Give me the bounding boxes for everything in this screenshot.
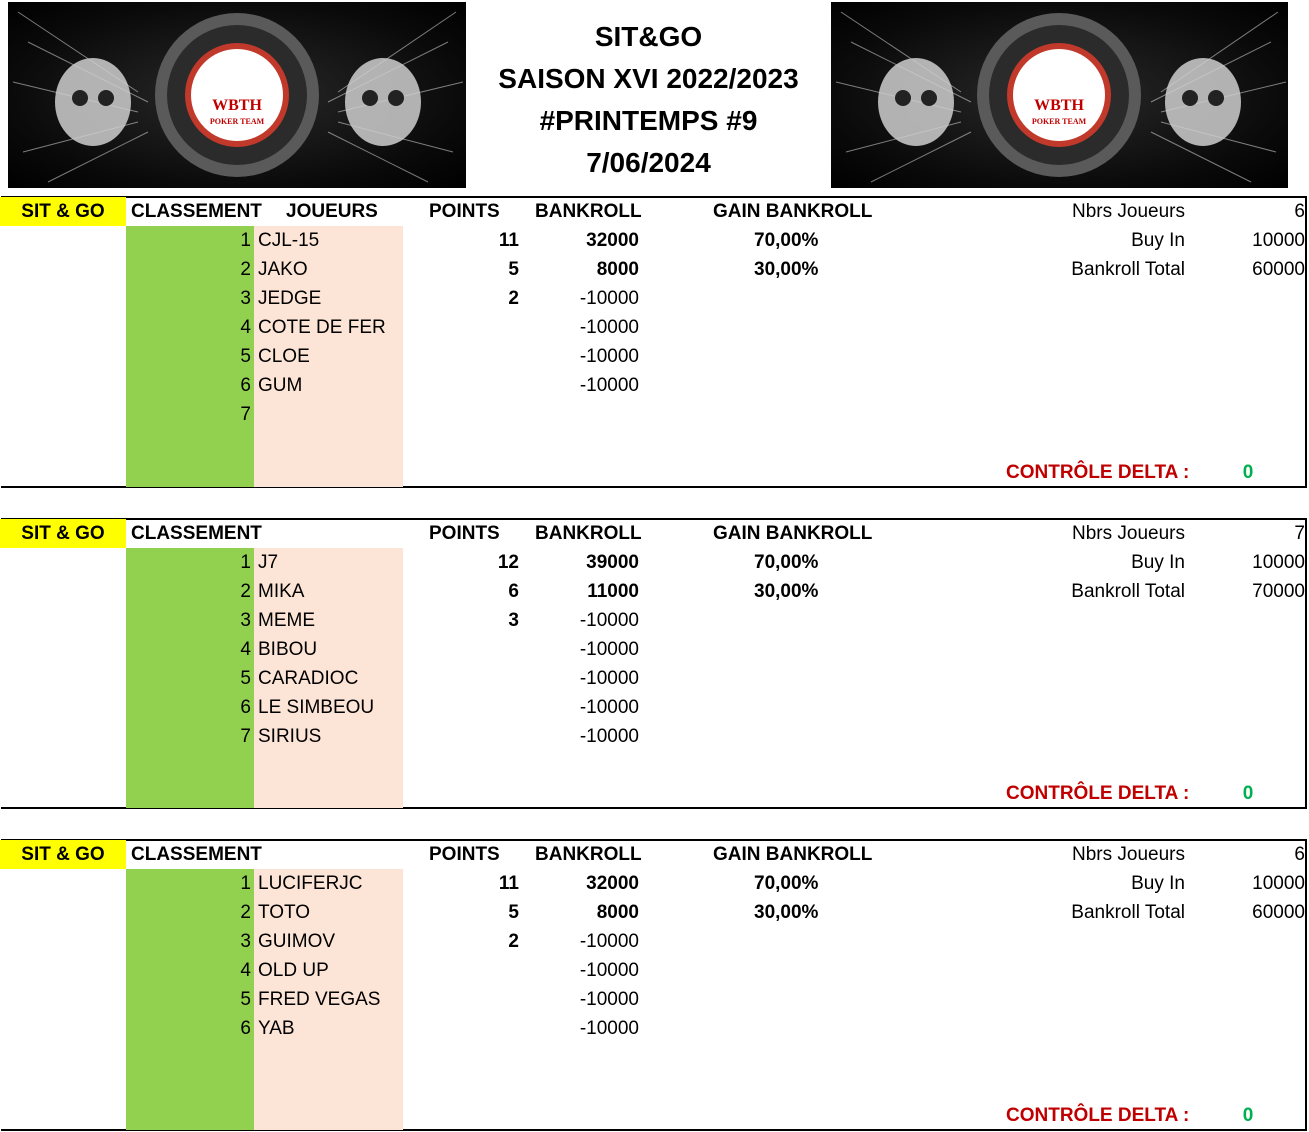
stat-value: 6	[1294, 844, 1305, 865]
bankroll-cell: -10000	[579, 610, 639, 631]
header-points: POINTS	[429, 844, 500, 865]
gain-cell: 70,00%	[754, 230, 819, 251]
rank-cell: 6	[240, 375, 251, 396]
svg-text:WBTH: WBTH	[1034, 97, 1084, 114]
stat-label: Buy In	[1131, 552, 1185, 573]
player-name-cell: GUIMOV	[258, 931, 336, 952]
bankroll-cell: 32000	[586, 230, 639, 251]
points-cell	[430, 342, 519, 371]
gain-cell: 30,00%	[754, 902, 819, 923]
bankroll-cell: -10000	[579, 989, 639, 1010]
points-cell	[430, 313, 519, 342]
points-cell	[430, 1014, 519, 1043]
gain-cell: 70,00%	[754, 552, 819, 573]
bankroll-cell: 11000	[587, 581, 639, 602]
delta-control-value: 0	[1242, 462, 1254, 483]
header-bankroll: BANKROLL	[535, 523, 642, 544]
header-bankroll: BANKROLL	[535, 844, 642, 865]
player-name-cell: JAKO	[258, 259, 308, 280]
stat-label: Buy In	[1131, 230, 1185, 251]
gain-cell: 30,00%	[754, 581, 819, 602]
bankroll-cell: 8000	[596, 259, 639, 280]
points-cell: 5	[508, 902, 519, 923]
stat-label: Bankroll Total	[1071, 902, 1185, 923]
bankroll-cell: -10000	[579, 288, 639, 309]
player-name-cell: GUM	[258, 375, 303, 396]
sitgo-section-3	[0, 839, 1309, 1132]
points-cell	[430, 635, 519, 664]
bankroll-cell: -10000	[579, 726, 639, 747]
player-name-cell: SIRIUS	[258, 726, 322, 747]
delta-control-label: CONTRÔLE DELTA :	[1006, 783, 1190, 804]
player-name-cell: MIKA	[258, 581, 305, 602]
points-cell	[430, 693, 519, 722]
delta-control-value: 0	[1242, 1105, 1254, 1126]
header-classement: CLASSEMENT	[131, 201, 262, 222]
player-name-cell: OLD UP	[258, 960, 329, 981]
sitgo-section-1	[0, 196, 1309, 489]
player-name-cell: J7	[258, 552, 279, 573]
header-gain-bankroll: GAIN BANKROLL	[713, 844, 873, 865]
player-name-cell: LE SIMBEOU	[258, 697, 375, 718]
header-gain-bankroll: GAIN BANKROLL	[713, 523, 873, 544]
gain-cell: 70,00%	[754, 873, 819, 894]
header-points: POINTS	[429, 201, 500, 222]
stat-label: Bankroll Total	[1071, 259, 1185, 280]
rank-cell: 3	[240, 610, 251, 631]
bankroll-cell	[530, 400, 639, 429]
points-cell	[430, 956, 519, 985]
rank-cell: 2	[240, 902, 251, 923]
bankroll-cell: -10000	[579, 697, 639, 718]
bankroll-cell: -10000	[579, 1018, 639, 1039]
delta-control-value: 0	[1242, 783, 1254, 804]
rank-cell: 5	[240, 346, 251, 367]
rank-cell: 5	[240, 989, 251, 1010]
header-classement: CLASSEMENT	[131, 523, 262, 544]
header-classement: CLASSEMENT	[131, 844, 262, 865]
sitgo-tag: SIT & GO	[0, 519, 126, 548]
wbth-logo-left	[8, 2, 466, 188]
player-name-cell: LUCIFERJC	[258, 873, 363, 894]
svg-text:POKER TEAM: POKER TEAM	[209, 117, 265, 126]
rank-cell: 2	[240, 581, 251, 602]
rank-cell: 1	[240, 873, 251, 894]
rank-cell: 1	[240, 552, 251, 573]
delta-control-label: CONTRÔLE DELTA :	[1006, 1105, 1190, 1126]
player-name-cell: CARADIOC	[258, 668, 359, 689]
bankroll-cell: 39000	[586, 552, 639, 573]
points-cell: 6	[508, 581, 519, 602]
bankroll-cell: -10000	[579, 960, 639, 981]
rank-cell: 7	[240, 404, 251, 425]
stat-value: 6	[1294, 201, 1305, 222]
bankroll-cell: -10000	[579, 931, 639, 952]
player-name-cell: CJL-15	[258, 230, 320, 251]
rank-cell: 3	[240, 288, 251, 309]
stat-value: 10000	[1252, 873, 1305, 894]
title-line-4: 7/06/2024	[586, 147, 711, 178]
title-line-1: SIT&GO	[594, 21, 703, 52]
points-cell: 11	[498, 230, 519, 251]
svg-text:WBTH: WBTH	[212, 97, 262, 114]
points-cell: 3	[508, 610, 519, 631]
player-name-cell: JEDGE	[258, 288, 322, 309]
title-line-2: SAISON XVI 2022/2023	[498, 63, 799, 94]
title-line-3: #PRINTEMPS #9	[539, 105, 758, 136]
header-bankroll: BANKROLL	[535, 201, 642, 222]
stat-value: 7	[1294, 523, 1305, 544]
bankroll-cell: -10000	[579, 346, 639, 367]
svg-text:POKER TEAM: POKER TEAM	[1031, 117, 1087, 126]
player-name-cell: FRED VEGAS	[258, 989, 381, 1010]
rank-cell: 3	[240, 931, 251, 952]
stat-label: Nbrs Joueurs	[1072, 844, 1185, 865]
rank-cell: 1	[240, 230, 251, 251]
stat-label: Nbrs Joueurs	[1072, 523, 1185, 544]
rank-cell: 5	[240, 668, 251, 689]
player-name-cell: BIBOU	[258, 639, 318, 660]
rank-cell: 4	[240, 960, 251, 981]
player-name-cell: COTE DE FER	[258, 317, 386, 338]
header-gain-bankroll: GAIN BANKROLL	[713, 201, 873, 222]
points-cell: 2	[508, 931, 519, 952]
rank-cell: 2	[240, 259, 251, 280]
stat-label: Bankroll Total	[1071, 581, 1185, 602]
poker-chip-skull-logo-image	[8, 2, 466, 188]
player-name-cell: MEME	[258, 610, 315, 631]
stat-value: 70000	[1252, 581, 1305, 602]
header-points: POINTS	[429, 523, 500, 544]
points-cell	[430, 371, 519, 400]
bankroll-cell: -10000	[579, 375, 639, 396]
points-cell	[430, 985, 519, 1014]
points-cell: 5	[508, 259, 519, 280]
points-cell	[430, 400, 519, 429]
stat-label: Nbrs Joueurs	[1072, 201, 1185, 222]
points-cell	[430, 664, 519, 693]
bankroll-cell: -10000	[579, 639, 639, 660]
stat-value: 60000	[1252, 902, 1305, 923]
rank-cell: 6	[240, 697, 251, 718]
player-name-cell: YAB	[258, 1018, 295, 1039]
wbth-logo-right	[831, 2, 1288, 188]
sitgo-tag: SIT & GO	[0, 840, 126, 869]
page-title	[466, 16, 831, 184]
rank-cell: 7	[240, 726, 251, 747]
rank-cell: 4	[240, 639, 251, 660]
points-cell: 11	[498, 873, 519, 894]
bankroll-cell: 32000	[586, 873, 639, 894]
stat-value: 10000	[1252, 230, 1305, 251]
sitgo-tag: SIT & GO	[0, 197, 126, 226]
rank-cell: 4	[240, 317, 251, 338]
sitgo-section-2	[0, 518, 1309, 810]
bankroll-cell: -10000	[579, 668, 639, 689]
points-cell: 2	[508, 288, 519, 309]
player-name-cell: TOTO	[258, 902, 311, 923]
header-joueurs: JOUEURS	[286, 201, 378, 222]
player-name-cell: CLOE	[258, 346, 310, 367]
stat-label: Buy In	[1131, 873, 1185, 894]
bankroll-cell: 8000	[596, 902, 639, 923]
gain-cell: 30,00%	[754, 259, 819, 280]
points-cell: 12	[497, 552, 519, 573]
points-cell	[430, 722, 519, 751]
delta-control-label: CONTRÔLE DELTA :	[1006, 462, 1190, 483]
poker-chip-skull-logo-image	[831, 2, 1288, 188]
stat-value: 60000	[1252, 259, 1305, 280]
bankroll-cell: -10000	[579, 317, 639, 338]
rank-cell: 6	[240, 1018, 251, 1039]
stat-value: 10000	[1252, 552, 1305, 573]
